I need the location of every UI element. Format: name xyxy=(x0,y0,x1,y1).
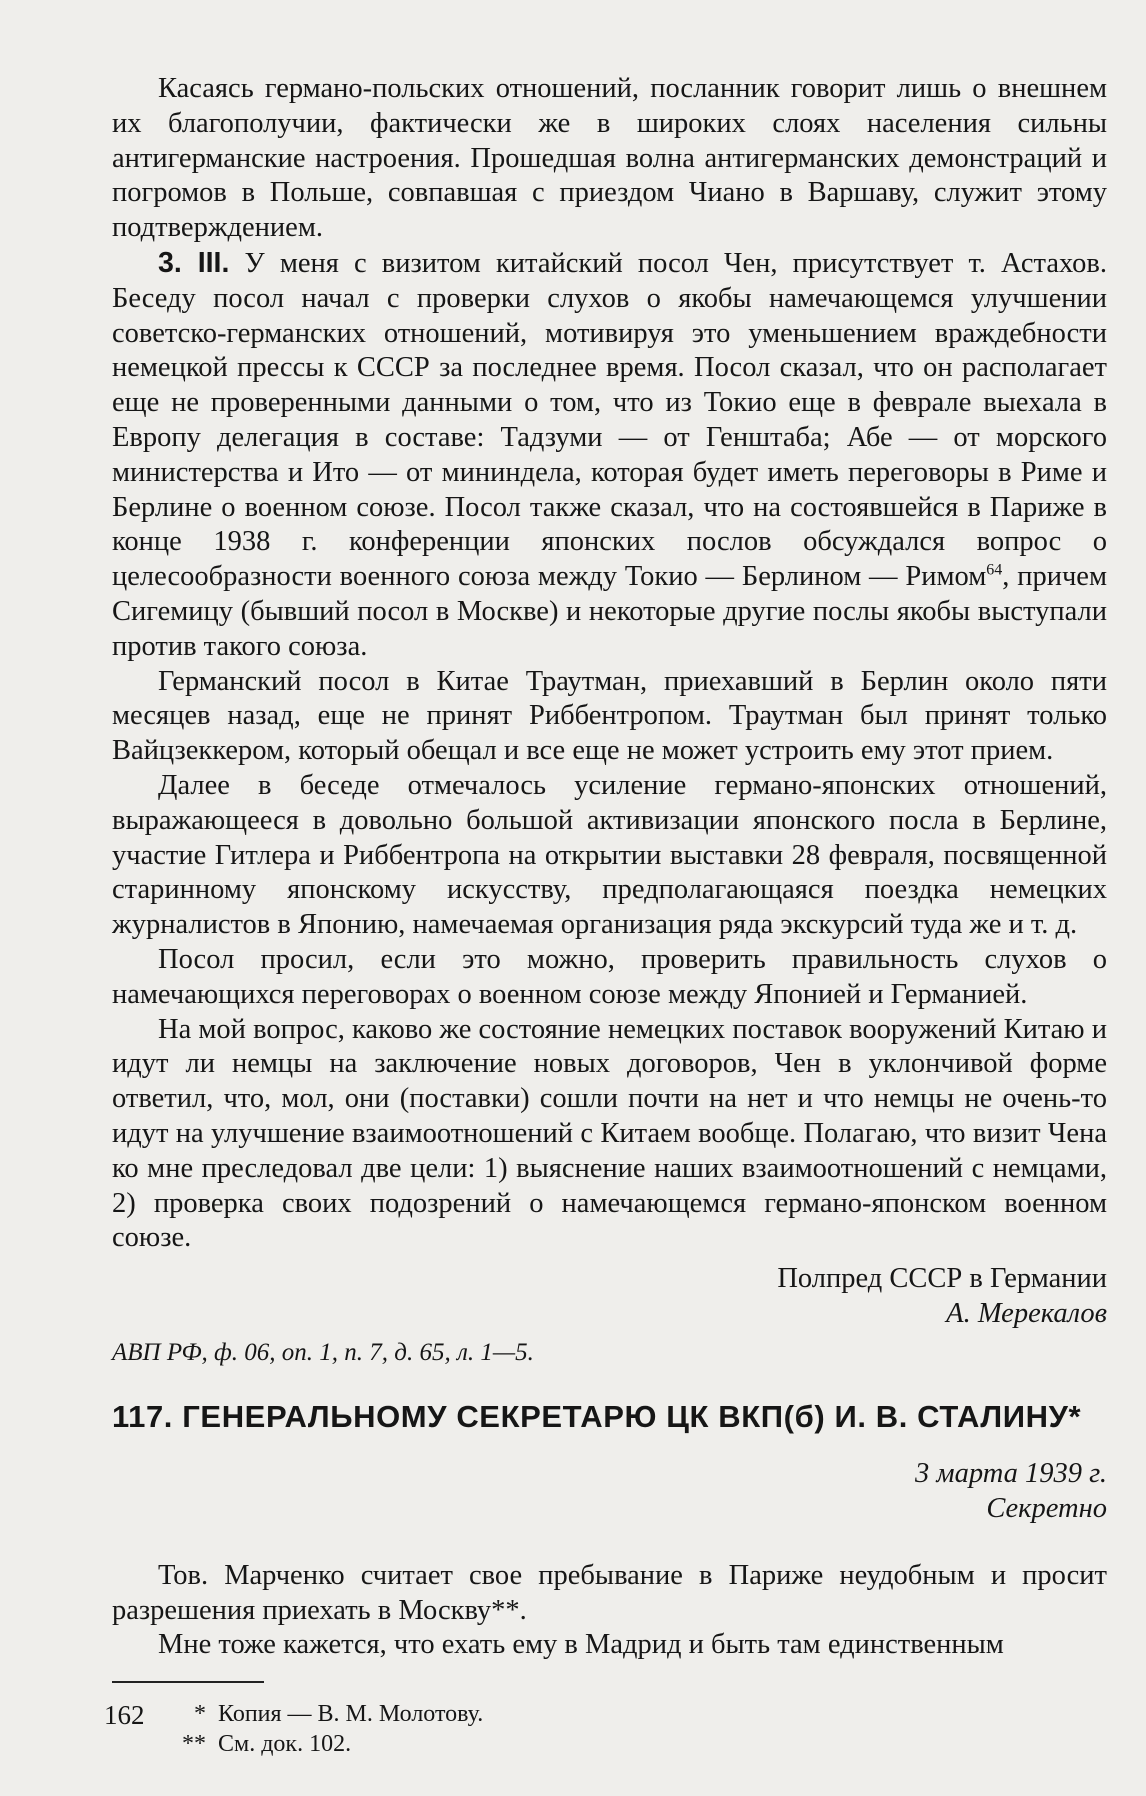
footnote-2-text: См. док. 102. xyxy=(218,1731,352,1758)
footnote-2-mark: ** xyxy=(182,1731,206,1758)
footnote-1-mark: * xyxy=(194,1701,206,1728)
signature-block xyxy=(112,1262,1107,1332)
page-number: 162 xyxy=(104,1700,145,1730)
paragraph-6: На мой вопрос, каково же состояние немецких поставок вооружений Китаю и идут ли немцы на заключение новых договоров, Чен в уклончивой форме ответил, что, мол, они (поставки) сошли почти на нет и что немцы не очень-то идут на улучшение взаимоотношений с Китаем вообще. Полагаю, что визит Чена ко мне преследовал две цели: 1) выяснение наших взаимоотношений с немцами, 2) проверка своих подозрений о намечающемся германо-японском военном союзе. xyxy=(112,1013,1107,1254)
paragraph-2-end: , причем Сигемицу (бывший посол в Москве) и некоторые другие послы якобы выступали против такого союза. xyxy=(112,561,1107,662)
letter-paragraph-2: Мне тоже кажется, что ехать ему в Мадрид и быть там единственным xyxy=(158,1629,1004,1661)
footnotes xyxy=(112,1699,1107,1759)
paragraph-2 xyxy=(112,246,1107,665)
paragraph-5: Посол просил, если это можно, проверить правильность слухов о намечающихся переговорах о военном союзе между Японией и Германией. xyxy=(112,943,1107,1010)
archive-reference: АВП РФ, ф. 06, оп. 1, п. 7, д. 65, л. 1—5. xyxy=(112,1338,534,1366)
footnote-ref-64: 64 xyxy=(986,561,1003,579)
footnote-2 xyxy=(172,1729,1107,1759)
paragraph-3: Германский посол в Китае Траутман, приехавший в Берлин около пяти месяцев назад, еще не принят Риббентропом. Траутман был принят только Вайцзеккером, который обещал и все еще не может устроить ему этот прием. xyxy=(112,665,1107,767)
signature-title: Полпред СССР в Германии xyxy=(777,1263,1107,1295)
paragraph-1: Касаясь германо-польских отношений, посланник говорит лишь о внешнем их благополучии, фактически же в широких слоях населения сильны антигерманские настроения. Прошедшая волна антигерманских демонстраций и погромов в Польше, совпавшая с приездом Чиано в Варшаву, служит этому подтверждением. xyxy=(112,73,1107,244)
date-label: 3. III. xyxy=(158,246,230,279)
document-date: 3 марта 1939 г. xyxy=(915,1458,1107,1490)
footnote-1-text: Копия — В. М. Молотову. xyxy=(218,1701,484,1728)
document-heading: 117. ГЕНЕРАЛЬНОМУ СЕКРЕТАРЮ ЦК ВКП(б) И. В. СТАЛИНУ* xyxy=(112,1399,1082,1435)
letter-paragraph-1: Тов. Марченко считает свое пребывание в Париже неудобным и просит разрешения приехать в Москву**. xyxy=(112,1559,1107,1626)
classification-mark: Секретно xyxy=(986,1493,1107,1525)
main-text-column xyxy=(112,72,1107,1759)
footnote-1 xyxy=(172,1699,1107,1729)
footnote-divider xyxy=(112,1681,264,1683)
paragraph-4: Далее в беседе отмечалось усиление германо-японских отношений, выражающееся в довольно большой активизации японского посла в Берлине, участие Гитлера и Риббентропа на открытии выставки 28 февраля, посвященной старинному японскому искусству, предполагающаяся поездка немецких журналистов в Японию, намечаемая организация ряда экскурсий туда же и т. д. xyxy=(112,769,1107,941)
paragraph-2-text: У меня с визитом китайский посол Чен, присутствует т. Астахов. Беседу посол начал с проверки слухов о якобы намечающемся улучшении советско-германских отношений, мотивируя это уменьшением враждебности немецкой прессы к СССР за последнее время. Посол сказал, что он располагает еще не проверенными данными о том, что из Токио еще в феврале выехала в Европу делегация в составе: Тадзуми — от Генштаба; Абе — от морского министерства и Ито — от мининдела, которая будет иметь переговоры в Риме и Берлине о военном союзе. Посол также сказал, что на состоявшейся в Париже в конце 1938 г. конференции японских послов обсуждался вопрос о целесообразности военного союза между Токио — Берлином — Римом xyxy=(112,247,1107,593)
signature-name: А. Мерекалов xyxy=(946,1297,1107,1329)
